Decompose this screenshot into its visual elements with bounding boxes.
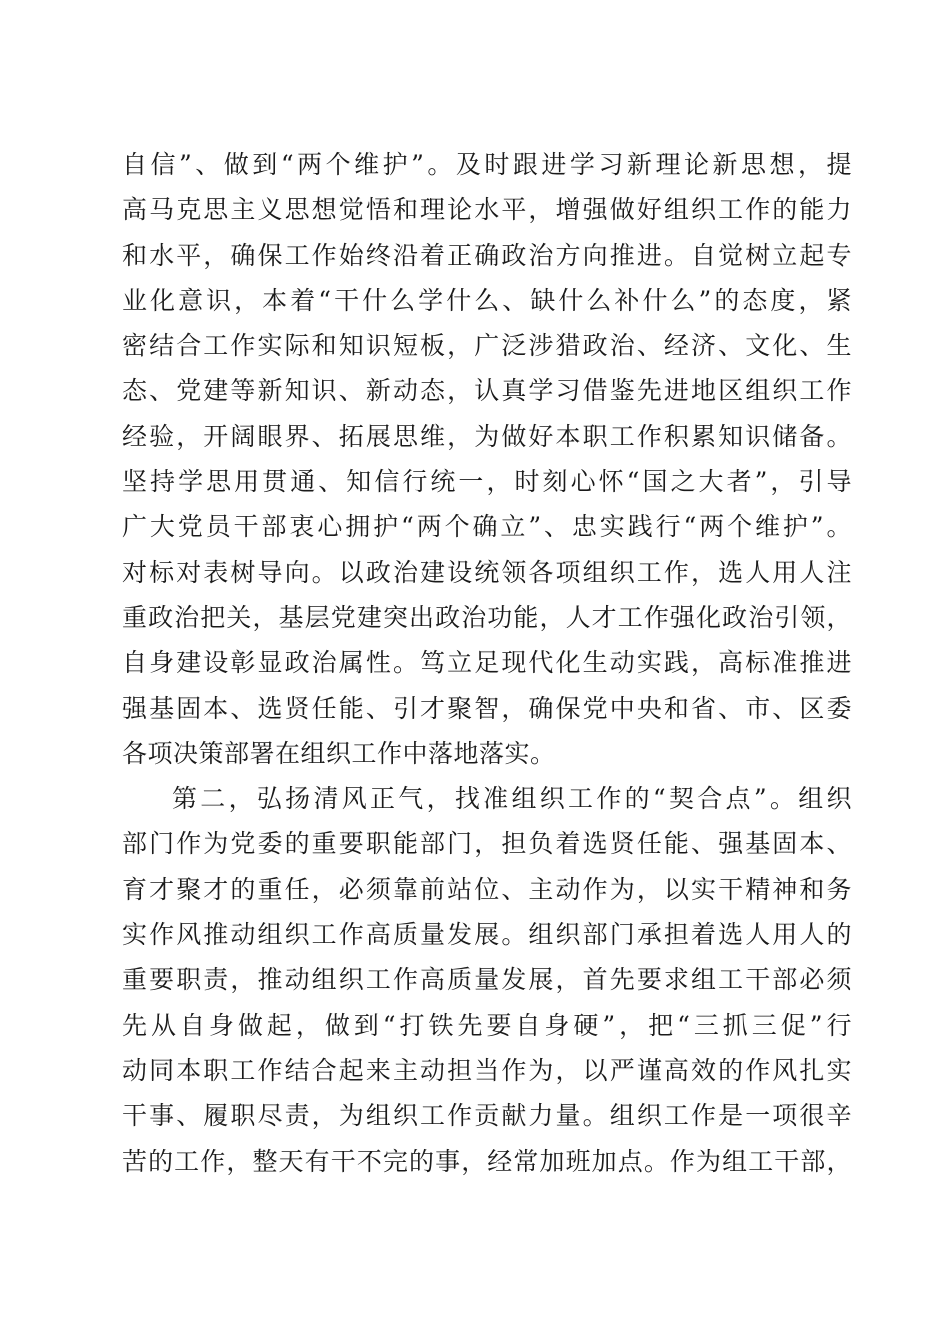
text-line: 干事、履职尽责，为组织工作贡献力量。组织工作是一项很辛 <box>122 1101 852 1131</box>
text-line: 对标对表树导向。以政治建设统领各项组织工作，选人用人注 <box>122 557 852 587</box>
text-line: 自身建设彰显政治属性。笃立足现代化生动实践，高标准推进 <box>122 648 852 678</box>
text-line: 态、党建等新知识、新动态，认真学习借鉴先进地区组织工作 <box>122 376 852 406</box>
text-line: 自信”、做到“两个维护”。及时跟进学习新理论新思想，提 <box>122 150 852 179</box>
document-body <box>122 142 852 1184</box>
text-line: 经验，开阔眼界、拓展思维，为做好本职工作积累知识储备。 <box>122 421 852 451</box>
text-line: 育才聚才的重任，必须靠前站位、主动作为，以实干精神和务 <box>122 874 852 904</box>
text-line: 业化意识，本着“干什么学什么、缺什么补什么”的态度，紧 <box>122 285 852 315</box>
text-line: 广大党员干部衷心拥护“两个确立”、忠实践行“两个维护”。 <box>122 512 852 542</box>
text-line: 先从自身做起，做到“打铁先要自身硬”，把“三抓三促”行 <box>122 1010 852 1040</box>
text-line: 苦的工作，整天有干不完的事，经常加班加点。作为组工干部， <box>122 1146 852 1176</box>
text-line: 实作风推动组织工作高质量发展。组织部门承担着选人用人的 <box>122 920 852 950</box>
text-line: 各项决策部署在组织工作中落地落实。 <box>122 738 556 768</box>
text-line: 高马克思主义思想觉悟和理论水平，增强做好组织工作的能力 <box>122 195 852 225</box>
text-line: 和水平，确保工作始终沿着正确政治方向推进。自觉树立起专 <box>122 240 852 270</box>
text-line: 部门作为党委的重要职能部门，担负着选贤任能、强基固本、 <box>122 829 852 859</box>
text-line: 强基固本、选贤任能、引才聚智，确保党中央和省、市、区委 <box>122 693 852 723</box>
text-line: 重政治把关，基层党建突出政治功能，人才工作强化政治引领， <box>122 602 852 632</box>
text-line: 密结合工作实际和知识短板，广泛涉猎政治、经济、文化、生 <box>122 331 852 361</box>
paragraph-heading-line: 第二，弘扬清风正气，找准组织工作的“契合点”。组织 <box>172 784 852 814</box>
text-line: 重要职责，推动组织工作高质量发展，首先要求组工干部必须 <box>122 965 852 995</box>
text-line: 坚持学思用贯通、知信行统一，时刻心怀“国之大者”，引导 <box>122 467 852 497</box>
text-line: 动同本职工作结合起来主动担当作为，以严谨高效的作风扎实 <box>122 1055 852 1085</box>
